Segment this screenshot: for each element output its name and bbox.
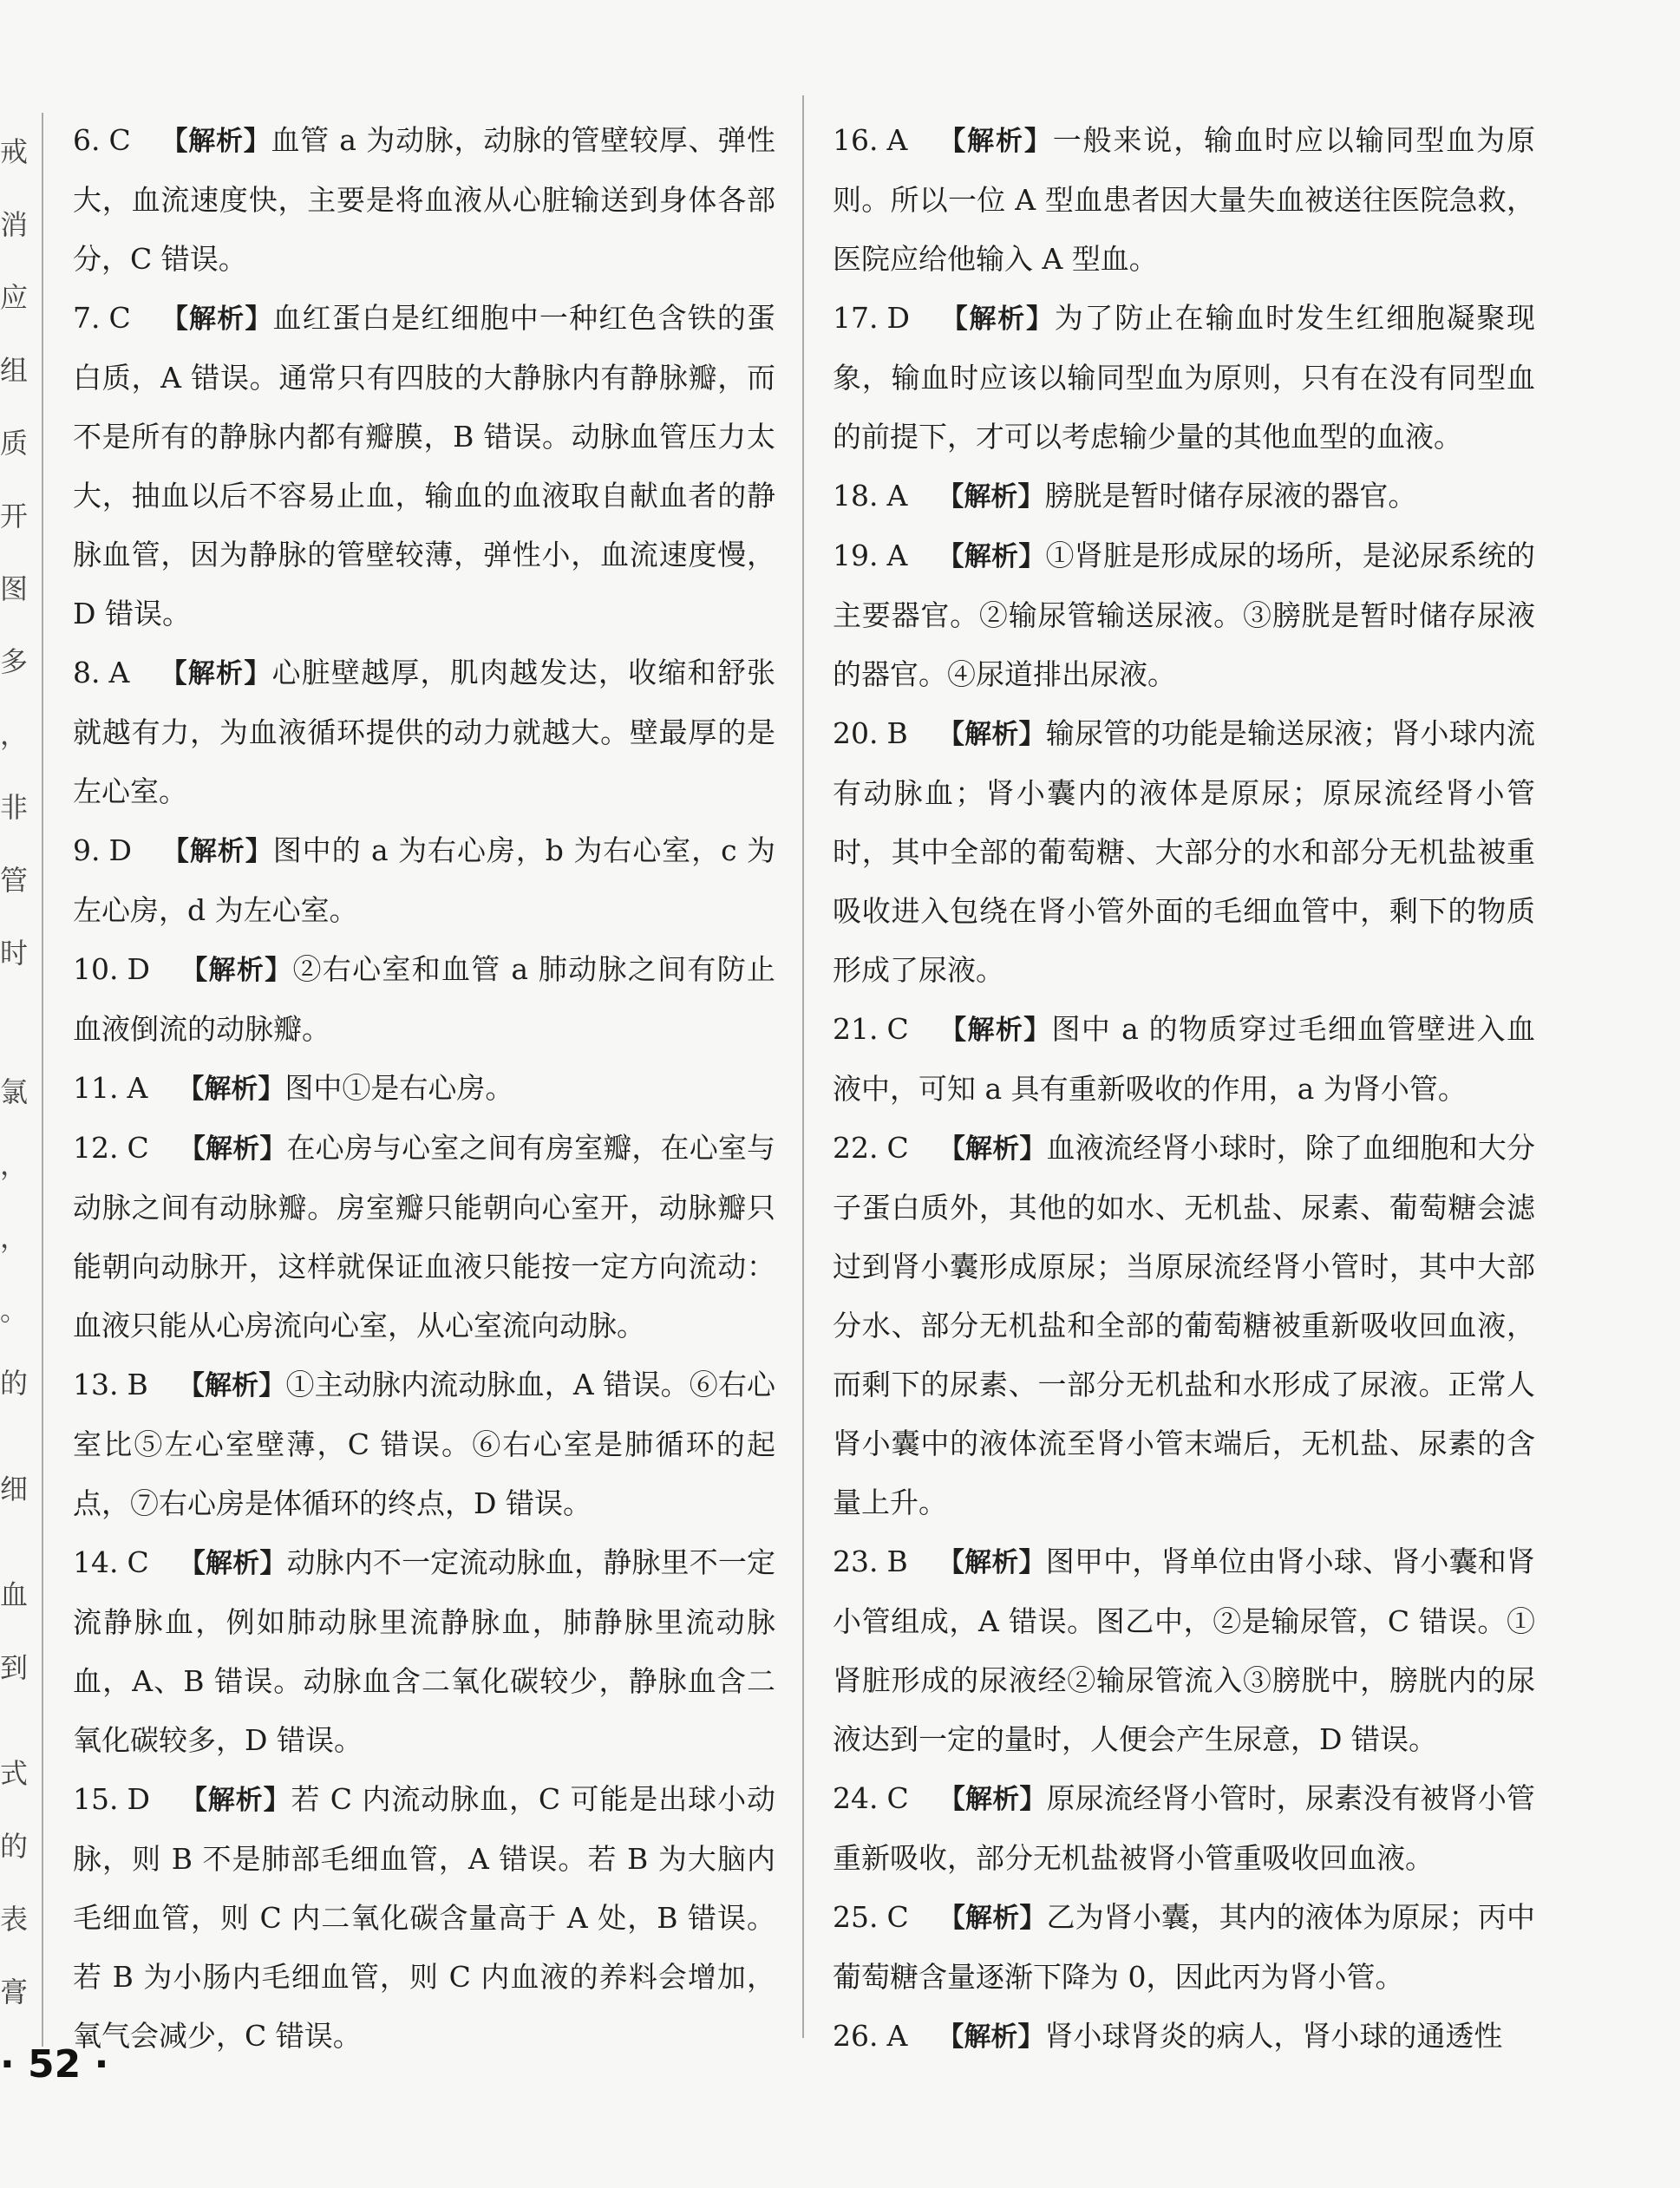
edge-char: 图 (0, 572, 29, 605)
analysis-tag: 【解析】 (937, 1547, 1046, 1578)
answer-letter: B (127, 1368, 148, 1401)
answer-entry (73, 1119, 775, 1355)
analysis-text: 原尿流经肾小管时，尿素没有被肾小管重新吸收，部分无机盐被肾小管重吸收回血液。 (833, 1781, 1536, 1875)
question-number: 11. (73, 1071, 119, 1105)
analysis-tag: 【解析】 (179, 1785, 291, 1816)
question-number: 25. (833, 1900, 879, 1934)
answer-entry (73, 111, 775, 289)
answer-letter: C (127, 1131, 149, 1165)
answer-entry (73, 1533, 775, 1770)
analysis-tag: 【解析】 (938, 1903, 1047, 1934)
answer-entry (833, 1888, 1535, 2007)
left-edge-clipped-text (0, 130, 29, 2064)
analysis-tag: 【解析】 (177, 1370, 286, 1401)
analysis-text: ①主动脉内流动脉血，A 错误。⑥右心室比⑤左心室壁薄，C 错误。⑥右心室是肺循环的起点，⑦右心房是体循环的终点，D 错误。 (73, 1368, 776, 1520)
question-number: 15. (73, 1782, 119, 1816)
question-number: 10. (73, 952, 119, 986)
answer-letter: C (108, 123, 131, 157)
answer-letter: D (127, 952, 150, 986)
question-number: 8. (73, 656, 101, 689)
question-number: 9. (73, 833, 101, 867)
analysis-text: 图中 a 的物质穿过毛细血管壁进入血液中，可知 a 具有重新吸收的作用，a 为肾小管。 (833, 1012, 1535, 1106)
edge-char: 膏 (0, 1976, 29, 2008)
question-number: 17. (833, 301, 879, 335)
analysis-text: 输尿管的功能是输送尿液；肾小球内流有动脉血；肾小囊内的液体是原尿；原尿流经肾小管时，其中全部的葡萄糖、大部分的水和部分无机盐被重吸收进入包绕在肾小管外面的毛细血管中，剩下的物质形成了尿液。 (833, 716, 1536, 987)
answer-entry (73, 643, 775, 821)
answer-entry (833, 111, 1535, 289)
analysis-text: 在心房与心室之间有房室瓣，在心室与动脉之间有动脉瓣。房室瓣只能朝向心室开，动脉瓣只能朝向动脉开，这样就保证血液只能按一定方向流动：血液只能从心房流向心室，从心室流向动脉。 (73, 1131, 776, 1342)
edge-char: 的 (0, 1830, 29, 1863)
analysis-text: 血管 a 为动脉，动脉的管壁较厚、弹性大，血流速度快，主要是将血液从心脏输送到身体各部分，C 错误。 (73, 123, 776, 276)
question-number: 21. (833, 1012, 879, 1046)
question-number: 12. (73, 1131, 119, 1165)
answer-entry (833, 1769, 1535, 1888)
answer-letter: D (108, 833, 132, 867)
answer-entry (833, 467, 1535, 526)
answer-entry (833, 1000, 1535, 1119)
answer-entry (73, 1355, 775, 1533)
edge-char: 管 (0, 864, 29, 897)
edge-char: 非 (0, 791, 29, 824)
answer-entry (73, 940, 775, 1059)
edge-char: 戒 (0, 135, 29, 168)
answer-letter: D (886, 301, 910, 335)
question-number: 26. (833, 2019, 879, 2053)
question-number: 18. (833, 479, 879, 513)
edge-char: 氯 (0, 1075, 29, 1108)
question-number: 16. (833, 123, 879, 157)
answer-entry (833, 704, 1535, 1000)
analysis-text: 乙为肾小囊，其内的液体为原尿；丙中葡萄糖含量逐渐下降为 0，因此丙为肾小管。 (833, 1900, 1536, 1994)
analysis-text: 图中的 a 为右心房，b 为右心室，c 为左心房，d 为左心室。 (73, 833, 776, 927)
answer-letter: D (127, 1782, 150, 1816)
question-number: 13. (73, 1368, 119, 1401)
analysis-text: 图中①是右心房。 (284, 1071, 514, 1105)
edge-char: 质 (0, 427, 29, 460)
analysis-tag: 【解析】 (937, 719, 1046, 750)
analysis-tag: 【解析】 (938, 1015, 1052, 1046)
answer-letter: C (886, 1012, 909, 1046)
answer-entry (73, 1770, 775, 2066)
analysis-tag: 【解析】 (938, 1133, 1047, 1165)
question-number: 7. (73, 301, 101, 335)
analysis-text: 动脉内不一定流动脉血，静脉里不一定流静脉血，例如肺动脉里流静脉血，肺静脉里流动脉血，A、B 错误。动脉血含二氧化碳较少，静脉血含二氧化碳较多，D 错误。 (73, 1545, 776, 1757)
answer-letter: C (886, 1131, 909, 1165)
question-number: 6. (73, 123, 101, 157)
answer-letter: C (108, 301, 131, 335)
edge-char: 组 (0, 354, 29, 387)
question-number: 14. (73, 1545, 119, 1579)
answer-letter: A (108, 656, 130, 689)
analysis-text: 若 C 内流动脉血，C 可能是出球小动脉，则 B 不是肺部毛细血管，A 错误。若 B 为大脑内毛细血管，则 C 内二氧化碳含量高于 A 处，B 错误。若 B 为小肠内毛细血管，则 C 内血液的养料会增加，氧气会减少，C 错误。 (73, 1782, 776, 2053)
analysis-text: 血红蛋白是红细胞中一种红色含铁的蛋白质，A 错误。通常只有四肢的大静脉内有静脉瓣，而不是所有的静脉内都有瓣膜，B 错误。动脉血管压力太大，抽血以后不容易止血，输血的血液取自献血者的静脉血管，因为静脉的管壁较薄，弹性小，血流速度慢，D 错误。 (73, 301, 776, 630)
analysis-tag: 【解析】 (178, 1133, 287, 1165)
analysis-text: 一般来说，输血时应以输同型血为原则。所以一位 A 型血患者因大量失血被送往医院急救，医院应给他输入 A 型血。 (833, 123, 1536, 276)
analysis-text: 为了防止在输血时发生红细胞凝聚现象，输血时应该以输同型血为原则，只有在没有同型血的前提下，才可以考虑输少量的其他血型的血液。 (833, 301, 1536, 454)
answer-entry (833, 289, 1535, 467)
edge-char: 的 (0, 1367, 29, 1400)
edge-char: 表 (0, 1903, 29, 1936)
analysis-tag: 【解析】 (160, 126, 271, 157)
answer-entry (73, 289, 775, 643)
edge-char: 时 (0, 937, 29, 970)
answer-letter: A (886, 2019, 908, 2053)
edge-char: ， (0, 1148, 29, 1181)
edge-char: 。 (0, 1294, 29, 1327)
answer-entry (833, 1119, 1535, 1532)
edge-char: ， (0, 1221, 29, 1254)
question-number: 19. (833, 539, 879, 572)
analysis-text: 心脏壁越厚，肌肉越发达，收缩和舒张就越有力，为血液循环提供的动力就越大。壁最厚的是左心室。 (73, 656, 776, 808)
analysis-tag: 【解析】 (937, 541, 1046, 572)
left-answer-column (73, 111, 775, 2066)
question-number: 20. (833, 716, 879, 750)
column-divider (802, 95, 804, 2038)
answer-entry (833, 2007, 1535, 2067)
answer-letter: C (886, 1781, 909, 1815)
answer-letter: A (886, 479, 908, 513)
right-answer-column (833, 111, 1535, 2067)
page-number: · 52 · (0, 2042, 109, 2087)
answer-entry (73, 821, 775, 940)
answer-letter: A (886, 123, 908, 157)
analysis-tag: 【解析】 (160, 836, 273, 867)
answer-letter: C (886, 1900, 909, 1934)
analysis-text: 膀胱是暂时储存尿液的器官。 (1044, 479, 1417, 513)
analysis-tag: 【解析】 (938, 1784, 1047, 1815)
analysis-tag: 【解析】 (937, 2021, 1045, 2053)
edge-char: 应 (0, 281, 29, 314)
analysis-text: 图甲中，肾单位由肾小球、肾小囊和肾小管组成，A 错误。图乙中，②是输尿管，C 错误。①肾脏形成的尿液经②输尿管流入③膀胱中，膀胱内的尿液达到一定的量时，人便会产生尿意，D 错误。 (833, 1545, 1536, 1756)
analysis-tag: 【解析】 (177, 1074, 285, 1105)
edge-char: ， (0, 718, 29, 751)
question-number: 22. (833, 1131, 879, 1165)
edge-char: 开 (0, 500, 29, 532)
edge-char: 多 (0, 645, 29, 678)
answer-letter: A (127, 1071, 148, 1105)
analysis-text: 肾小球肾炎的病人，肾小球的通透性 (1044, 2019, 1503, 2053)
analysis-tag: 【解析】 (160, 304, 273, 335)
edge-char: 细 (0, 1473, 29, 1505)
edge-char: 式 (0, 1757, 29, 1790)
question-number: 23. (833, 1545, 879, 1578)
analysis-text: 血液流经肾小球时，除了血细胞和大分子蛋白质外，其他的如水、无机盐、尿素、葡萄糖会滤过到肾小囊形成原尿；当原尿流经肾小管时，其中大部分水、部分无机盐和全部的葡萄糖被重新吸收回血液，而剩下的尿素、一部分无机盐和水形成了尿液。正常人肾小囊中的液体流至肾小管末端后，无机盐、尿素的含量上升。 (833, 1131, 1536, 1519)
analysis-text: ②右心室和血管 a 肺动脉之间有防止血液倒流的动脉瓣。 (73, 952, 776, 1046)
answer-letter: C (127, 1545, 149, 1579)
analysis-tag: 【解析】 (937, 126, 1053, 157)
analysis-tag: 【解析】 (179, 955, 293, 986)
edge-char: 到 (0, 1651, 29, 1684)
answer-entry (833, 1532, 1535, 1769)
left-edge-rule (42, 113, 43, 2047)
answer-entry (833, 526, 1535, 704)
analysis-tag: 【解析】 (159, 658, 272, 689)
analysis-text: ①肾脏是形成尿的场所，是泌尿系统的主要器官。②输尿管输送尿液。③膀胱是暂时储存尿液的器官。④尿道排出尿液。 (833, 539, 1536, 691)
analysis-tag: 【解析】 (937, 481, 1045, 513)
answer-letter: B (886, 1545, 908, 1578)
analysis-tag: 【解析】 (938, 304, 1055, 335)
question-number: 24. (833, 1781, 879, 1815)
analysis-tag: 【解析】 (178, 1548, 287, 1579)
answer-letter: A (886, 539, 908, 572)
answer-entry (73, 1059, 775, 1119)
edge-char: 消 (0, 208, 29, 241)
edge-char: 血 (0, 1578, 29, 1611)
answer-letter: B (886, 716, 908, 750)
